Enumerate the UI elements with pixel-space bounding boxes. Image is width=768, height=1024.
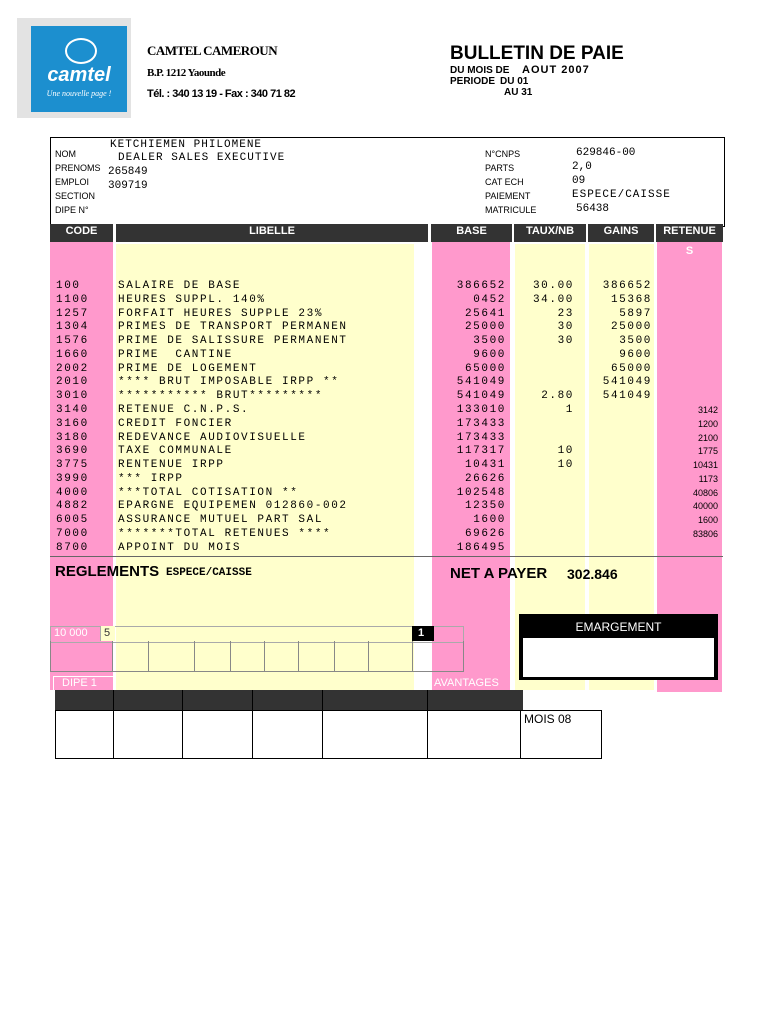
row-base: 541049 <box>456 376 506 389</box>
row-code: 1576 <box>56 335 89 348</box>
month-label: DU MOIS DE <box>450 65 510 76</box>
column-header-libelle: LIBELLE <box>249 225 295 237</box>
row-gains: 5897 <box>619 307 652 320</box>
row-retenue: 10431 <box>692 460 718 471</box>
row-retenue: 1600 <box>697 515 718 526</box>
row-libelle: ASSURANCE MUTUEL PART SAL <box>118 514 324 527</box>
period-du: DU 01 <box>500 76 529 87</box>
row-retenue: 1775 <box>697 446 718 457</box>
row-code: 1100 <box>56 293 89 306</box>
row-gains <box>590 432 652 446</box>
company-address: B.P. 1212 Yaounde <box>147 67 226 79</box>
row-libelle: REDEVANCE AUDIOVISUELLE <box>118 431 307 444</box>
row-taux <box>516 514 574 528</box>
row-taux <box>516 363 574 377</box>
row-taux: 30.00 <box>532 280 574 292</box>
denomination-divider <box>264 641 265 672</box>
row-base: 9600 <box>473 348 506 361</box>
row-libelle: SALAIRE DE BASE <box>118 280 242 292</box>
row-base: 0452 <box>473 293 506 306</box>
row-gains: 65000 <box>610 362 652 375</box>
row-libelle: CREDIT FONCIER <box>118 417 233 430</box>
bottom-divider <box>322 690 323 759</box>
row-taux: 10 <box>557 459 574 472</box>
row-code: 8700 <box>56 541 89 554</box>
row-libelle: APPOINT DU MOIS <box>118 541 242 554</box>
column-header-base: BASE <box>456 225 487 237</box>
row-retenue <box>658 390 718 404</box>
row-base: 26626 <box>464 472 506 485</box>
label-emploi: EMPLOI <box>55 177 90 187</box>
bottom-divider <box>113 690 114 759</box>
row-base: 173433 <box>456 417 506 430</box>
reglements-value: ESPECE/CAISSE <box>166 567 252 579</box>
row-taux: 1 <box>565 404 574 417</box>
row-retenue <box>658 335 718 349</box>
row-base: 12350 <box>464 500 506 513</box>
row-retenue <box>658 321 718 335</box>
label-paiement: PAIEMENT <box>485 191 531 201</box>
company-phone: Tél. : 340 13 19 - Fax : 340 71 82 <box>147 88 296 100</box>
document-title: BULLETIN DE PAIE <box>450 43 624 64</box>
row-code: 4882 <box>56 500 89 513</box>
row-gains <box>590 514 652 528</box>
label-section: SECTION <box>55 191 96 201</box>
row-libelle: **** BRUT IMPOSABLE IRPP ** <box>118 376 340 389</box>
denomination-divider <box>112 641 113 672</box>
row-gains: 386652 <box>602 280 652 292</box>
row-retenue: 1200 <box>697 418 718 429</box>
row-gains: 9600 <box>619 348 652 361</box>
row-gains: 541049 <box>602 390 652 403</box>
row-taux <box>516 349 574 363</box>
denomination-divider <box>298 641 299 672</box>
denomination-divider <box>334 641 335 672</box>
row-gains: 541049 <box>602 376 652 389</box>
row-libelle: PRIMES DE TRANSPORT PERMANEN <box>118 321 348 334</box>
denomination-divider <box>412 641 413 672</box>
row-retenue: 83806 <box>692 529 718 540</box>
avantages-label: AVANTAGES <box>434 677 499 689</box>
bottom-divider <box>520 710 521 759</box>
row-taux <box>516 500 574 514</box>
dipe-label: DIPE 1 <box>62 677 97 689</box>
row-base: 3500 <box>473 335 506 348</box>
row-code: 1660 <box>56 348 89 361</box>
column-header-retenue-s: S <box>685 245 694 257</box>
row-retenue: 1173 <box>698 473 718 484</box>
logo-tagline: Une nouvelle page ! <box>46 89 112 98</box>
value-paiement: ESPECE/CAISSE <box>572 189 671 201</box>
row-base: 25641 <box>464 307 506 320</box>
row-taux: 30 <box>557 321 574 334</box>
row-base: 102548 <box>456 486 506 499</box>
row-base: 1600 <box>473 514 506 527</box>
globe-icon <box>65 38 97 64</box>
row-code: 3160 <box>56 417 89 430</box>
row-code: 3180 <box>56 431 89 444</box>
row-libelle: FORFAIT HEURES SUPPLE 23% <box>118 307 324 320</box>
row-gains <box>590 487 652 501</box>
row-retenue <box>658 376 718 390</box>
row-taux: 23 <box>557 307 574 320</box>
value-parts: 2,0 <box>572 161 592 173</box>
employee-name: KETCHIEMEN PHILOMENE <box>110 139 263 151</box>
row-code: 100 <box>56 280 81 292</box>
net-a-payer-label: NET A PAYER <box>450 565 548 582</box>
row-gains <box>590 473 652 487</box>
row-code: 3990 <box>56 472 89 485</box>
employee-code-1: 265849 <box>108 166 148 178</box>
row-base: 541049 <box>456 390 506 403</box>
row-gains <box>590 500 652 514</box>
reglements-label: REGLEMENTS <box>55 563 160 580</box>
month-value: AOUT 2007 <box>522 64 590 76</box>
row-base: 173433 <box>456 431 506 444</box>
row-libelle: RETENUE C.N.P.S. <box>118 404 250 417</box>
row-retenue <box>658 542 718 556</box>
row-base: 186495 <box>456 541 506 554</box>
row-base: 25000 <box>464 321 506 334</box>
denomination-divider <box>368 641 369 672</box>
bottom-header-bar <box>55 690 523 710</box>
row-base: 69626 <box>464 528 506 541</box>
row-gains: 15368 <box>610 293 652 306</box>
row-libelle: EPARGNE EQUIPEMEN 012860-002 <box>118 500 348 513</box>
row-libelle: PRIME DE SALISSURE PERMANENT <box>118 335 348 348</box>
period-label: PERIODE <box>450 76 496 87</box>
denomination-last: 1 <box>418 627 425 639</box>
row-base: 10431 <box>464 459 506 472</box>
row-taux <box>516 376 574 390</box>
label-cat-ech: CAT ECH <box>485 177 524 187</box>
row-taux <box>516 432 574 446</box>
denomination-second: 5 <box>104 627 111 639</box>
row-code: 1257 <box>56 307 89 320</box>
row-base: 117317 <box>456 445 506 458</box>
denomination-divider <box>194 641 195 672</box>
row-libelle: ***TOTAL COTISATION ** <box>118 486 299 499</box>
row-code: 2002 <box>56 362 89 375</box>
row-retenue <box>658 363 718 377</box>
row-taux <box>516 473 574 487</box>
row-retenue: 3142 <box>697 405 718 416</box>
denomination-divider <box>230 641 231 672</box>
row-gains <box>590 404 652 418</box>
row-gains: 3500 <box>619 335 652 348</box>
row-libelle: PRIME CANTINE <box>118 348 233 361</box>
denomination-first: 10 000 <box>54 627 88 639</box>
row-taux <box>516 528 574 542</box>
row-code: 3010 <box>56 390 89 403</box>
row-libelle: *** IRPP <box>118 472 184 485</box>
emargement-label: EMARGEMENT <box>575 620 662 634</box>
row-code: 3690 <box>56 445 89 458</box>
row-code: 3140 <box>56 404 89 417</box>
row-taux <box>516 418 574 432</box>
row-taux <box>516 542 574 556</box>
row-taux: 2.80 <box>541 390 574 403</box>
totals-divider <box>50 556 723 557</box>
row-base: 133010 <box>456 404 506 417</box>
net-a-payer-value: 302.846 <box>567 566 618 582</box>
row-base: 386652 <box>456 280 506 292</box>
row-libelle: HEURES SUPPL. 140% <box>118 293 266 306</box>
row-taux: 10 <box>557 445 574 458</box>
label-matricule: MATRICULE <box>485 205 537 215</box>
value-cnps: 629846-00 <box>576 147 636 159</box>
label-parts: PARTS <box>485 163 515 173</box>
row-gains <box>590 542 652 556</box>
column-header-code: CODE <box>65 225 98 237</box>
bottom-divider <box>252 690 253 759</box>
logo-wordmark: camtel <box>47 64 111 86</box>
row-base: 65000 <box>464 362 506 375</box>
mois-label: MOIS 08 <box>524 712 572 726</box>
emargement-signature-area <box>523 638 714 677</box>
company-name: CAMTEL CAMEROUN <box>147 43 278 58</box>
row-retenue: 2100 <box>697 432 718 443</box>
row-gains <box>590 445 652 459</box>
row-taux: 30 <box>557 335 574 348</box>
row-taux: 34.00 <box>532 293 574 306</box>
column-header-taux: TAUX/NB <box>525 225 575 237</box>
row-gains: 25000 <box>610 321 652 334</box>
logo-background <box>31 26 127 112</box>
employee-job: DEALER SALES EXECUTIVE <box>118 152 286 164</box>
row-retenue <box>658 349 718 363</box>
label-dipe: DIPE N° <box>55 205 89 215</box>
company-logo <box>17 18 131 118</box>
row-retenue: 40000 <box>692 501 718 512</box>
row-code: 1304 <box>56 321 89 334</box>
row-retenue: 40806 <box>692 487 718 498</box>
column-header-retenue: RETENUE <box>663 225 716 237</box>
row-gains <box>590 459 652 473</box>
row-gains <box>590 528 652 542</box>
row-gains <box>590 418 652 432</box>
label-cnps: N°CNPS <box>485 149 521 159</box>
row-code: 3775 <box>56 459 89 472</box>
employee-code-2: 309719 <box>108 180 148 192</box>
bottom-divider <box>427 690 428 759</box>
period-au: AU 31 <box>504 87 533 98</box>
row-code: 7000 <box>56 528 89 541</box>
row-retenue <box>658 294 718 308</box>
value-matricule: 56438 <box>576 203 610 215</box>
row-taux <box>516 487 574 501</box>
column-header-gains: GAINS <box>603 225 639 237</box>
bottom-divider <box>182 690 183 759</box>
row-libelle: RENTENUE IRPP <box>118 459 225 472</box>
row-code: 4000 <box>56 486 89 499</box>
row-retenue <box>658 308 718 322</box>
row-libelle: TAXE COMMUNALE <box>118 445 233 458</box>
row-libelle: *******TOTAL RETENUES **** <box>118 528 332 541</box>
row-libelle: *********** BRUT********* <box>118 390 324 403</box>
value-cat-ech: 09 <box>572 175 586 187</box>
label-nom: NOM <box>55 149 76 159</box>
label-prenoms: PRENOMS <box>55 163 101 173</box>
row-code: 2010 <box>56 376 89 389</box>
row-libelle: PRIME DE LOGEMENT <box>118 362 258 375</box>
row-retenue <box>658 280 718 294</box>
denomination-divider <box>148 641 149 672</box>
row-code: 6005 <box>56 514 89 527</box>
